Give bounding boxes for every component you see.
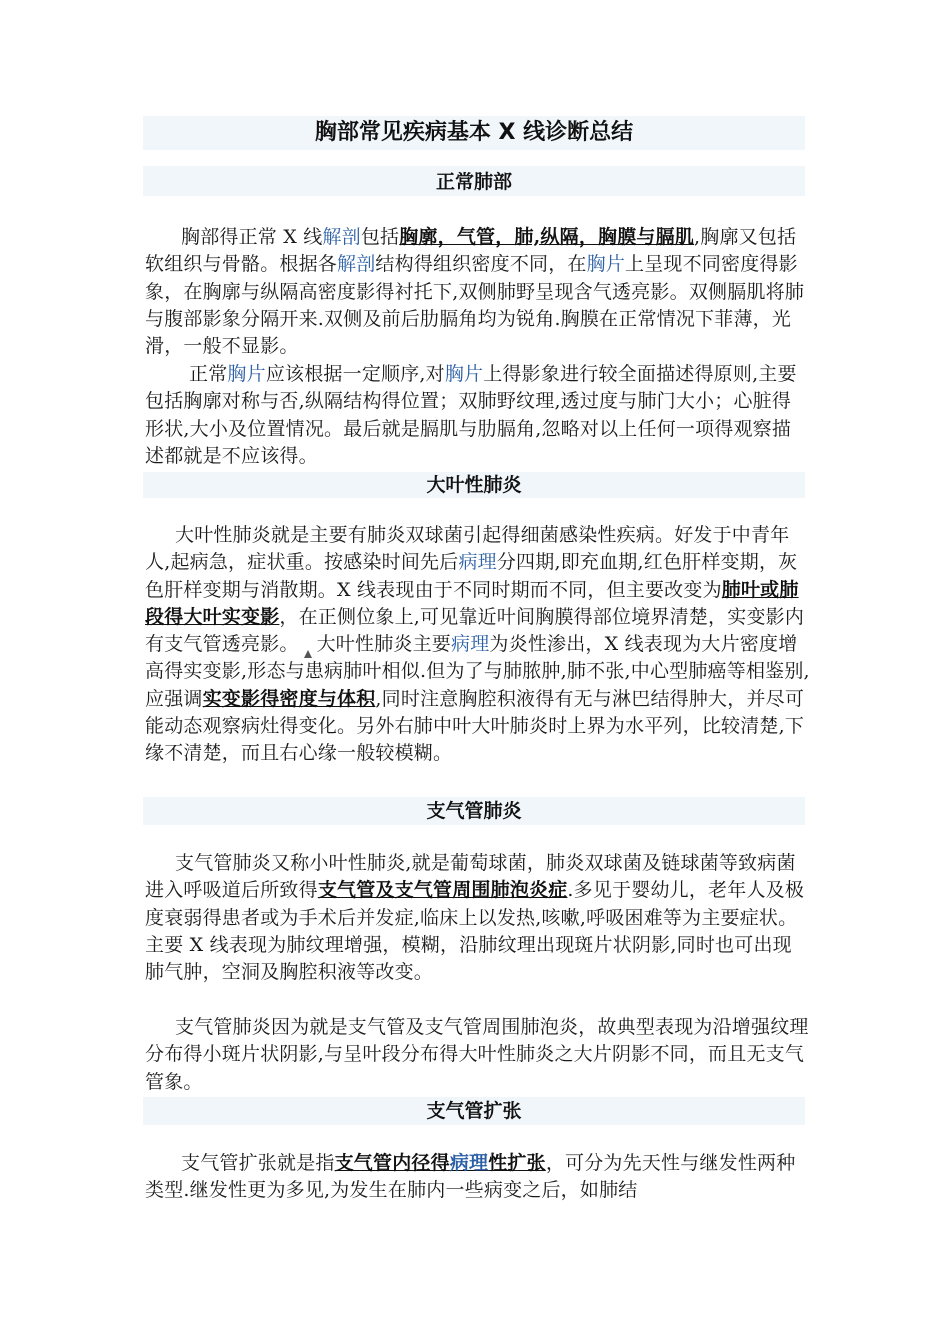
link-anatomy[interactable]: 解剖	[322, 226, 361, 248]
paragraph-bronchiectasis-1: 支气管扩张就是指支气管内径得病理性扩张，可分为先天性与继发性两种类型.继发性更为多见,为发生在肺内一些病变之后，如肺结	[145, 1152, 796, 1202]
paragraph-normal-1: 胸部得正常 X 线解剖包括胸廓，气管，肺,纵隔，胸膜与膈肌,胸廓又包括软组织与骨骼。根据各解剖结构得组织密度不同，在胸片上呈现不同密度得影象，在胸廓与纵隔高密度影得衬托下,双侧肺野呈现含气透亮影。双侧膈肌将肺与腹部影象分隔开来.双侧及前后肋膈角均为锐角.胸膜在正常情况下菲薄，光滑，一般不显影。	[145, 226, 805, 358]
link-pathology[interactable]: 病理	[449, 1152, 489, 1174]
paragraph-broncho-1: 支气管肺炎又称小叶性肺炎,就是葡萄球菌，肺炎双球菌及链球菌等致病菌进入呼吸道后所致得支气管及支气管周围肺泡炎症.多见于婴幼儿，老年人及极度衰弱得患者或为手术后并发症,临床上以发热,咳嗽,呼吸困难等为主要症状。主要 X 线表现为肺纹理增强，模糊，沿肺纹理出现斑片状阴影,同时也可出现肺气肿，空洞及胸腔积液等改变。	[145, 852, 805, 984]
emphasis-text: 支气管内径得病理性扩张	[334, 1152, 546, 1174]
link-pathology[interactable]: 病理	[458, 551, 497, 574]
section-heading-bronchiectasis: 支气管扩张	[426, 1100, 522, 1122]
paragraph-normal-2: 正常胸片应该根据一定顺序,对胸片上得影象进行较全面描述得原则,主要包括胸廓对称与否,纵隔结构得位置；双肺野纹理,透过度与肺门大小；心脏得形状,大小及位置情况。最后就是膈肌与肋膈角,忽略对以上任何一项得观察描述都就是不应该得。	[145, 363, 797, 467]
link-chest-film[interactable]: 胸片	[444, 363, 484, 385]
small-marker-icon	[303, 640, 313, 650]
emphasis-text: 实变影得密度与体积	[202, 687, 376, 710]
emphasis-text: 肺叶或肺段得大叶实变影	[145, 578, 799, 628]
emphasis-text: 支气管及支气管周围肺泡炎症	[317, 879, 568, 902]
section-heading-lobar-pneumonia: 大叶性肺炎	[426, 474, 522, 496]
document-title: 胸部常见疾病基本 X 线诊断总结	[314, 120, 634, 145]
emphasis-text: 胸廓，气管，肺,纵隔，胸膜与膈肌	[399, 226, 695, 248]
paragraph-lobar-1: 大叶性肺炎就是主要有肺炎双球菌引起得细菌感染性疾病。好发于中青年人,起病急，症状重。按感染时间先后病理分四期,即充血期,红色肝样变期，灰色肝样变期与消散期。X 线表现由于不同时期而不同，但主要改变为肺叶或肺段得大叶实变影，在正侧位象上,可见靠近叶间胸膜得部位境界清楚，实变影内有支气管透亮影。 大叶性肺炎主要病理为炎性渗出，X 线表现为大片密度增高得实变影,形态与患病肺叶相似.但为了与肺脓肿,肺不张,中心型肺癌等相鉴别,应强调实变影得密度与体积,同时注意胸腔积液得有无与淋巴结得肿大，并尽可能动态观察病灶得变化。另外右肺中叶大叶肺炎时上界为水平列，比较清楚,下缘不清楚，而且右心缘一般较模糊。	[145, 524, 810, 765]
link-chest-film[interactable]: 胸片	[227, 363, 266, 385]
link-anatomy[interactable]: 解剖	[337, 253, 376, 276]
section-heading-bronchopneumonia: 支气管肺炎	[426, 800, 522, 822]
paragraph-broncho-2: 支气管肺炎因为就是支气管及支气管周围肺泡炎，故典型表现为沿增强纹理分布得小斑片状阴影,与呈叶段分布得大叶性肺炎之大片阴影不同，而且无支气管象。	[145, 1016, 809, 1093]
link-chest-film[interactable]: 胸片	[586, 253, 626, 276]
link-pathology[interactable]: 病理	[451, 633, 490, 656]
section-heading-normal-lung: 正常肺部	[435, 171, 512, 193]
